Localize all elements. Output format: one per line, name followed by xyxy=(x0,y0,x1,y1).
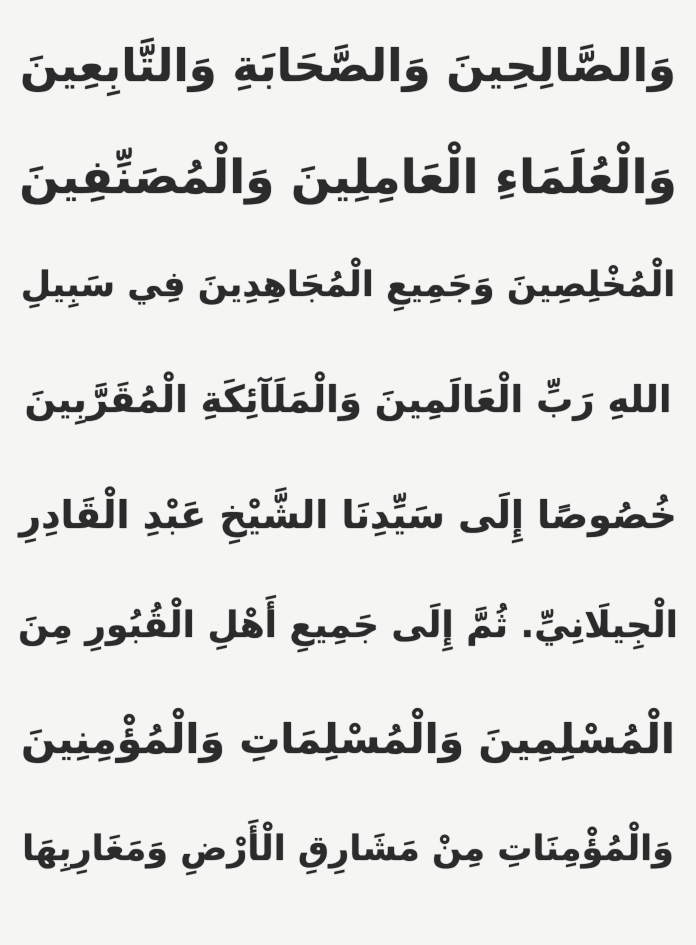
text-line-5: خُصُوصًا إِلَى سَيِّدِنَا الشَّيْخِ عَبْدِ الْقَادِرِ xyxy=(19,493,677,537)
text-line-4: اللهِ رَبِّ الْعَالَمِينَ وَالْمَلَآئِكَةِ الْمُقَرَّبِينَ xyxy=(24,377,672,421)
text-line-7: الْمُسْلِمِينَ وَالْمُسْلِمَاتِ وَالْمُؤْمِنِينَ xyxy=(21,715,675,763)
text-line-8: وَالْمُؤْمِنَاتِ مِنْ مَشَارِقِ الْأَرْضِ وَمَغَارِبِهَا xyxy=(22,829,674,869)
text-line-2: وَالْعُلَمَاءِ الْعَامِلِينَ وَالْمُصَنِّفِينَ xyxy=(19,149,677,205)
text-line-1: وَالصَّالِحِينَ وَالصَّحَابَةِ وَالتَّابِعِينَ xyxy=(20,38,676,92)
text-line-3: الْمُخْلِصِينَ وَجَمِيعِ الْمُجَاهِدِينَ فِي سَبِيلِ xyxy=(20,265,676,305)
text-line-6: الْجِيلَانِيِّ. ثُمَّ إِلَى جَمِيعِ أَهْلِ الْقُبُورِ مِنَ xyxy=(18,604,678,646)
